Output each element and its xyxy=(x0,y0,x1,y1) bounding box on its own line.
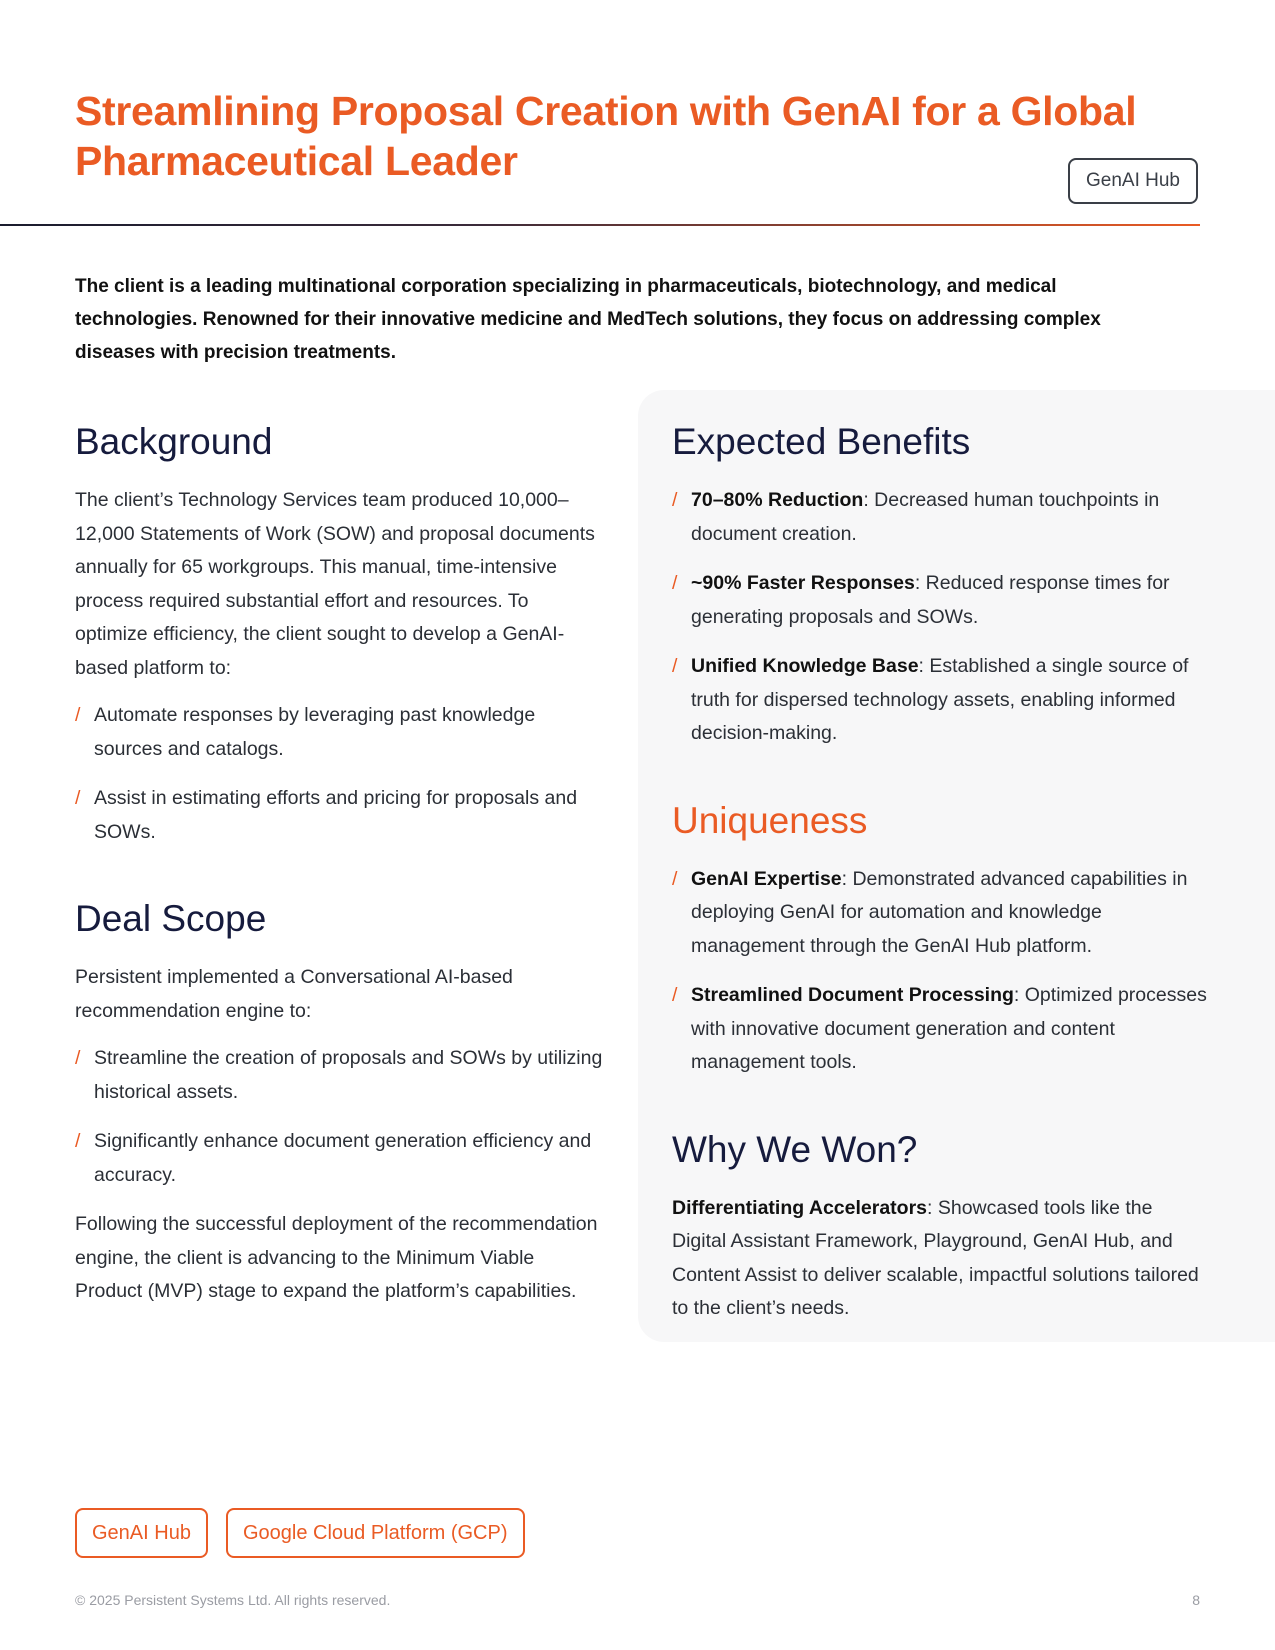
list-item: / Streamline the creation of proposals and SOWs by utilizing historical assets. xyxy=(75,1042,605,1109)
header-divider xyxy=(0,224,1200,226)
left-column xyxy=(75,418,605,1323)
list-item: / Streamlined Document Processing: Optimized processes with innovative document generation and content management tools. xyxy=(672,979,1212,1080)
deal-scope-text: Persistent implemented a Conversational AI-based recommendation engine to: xyxy=(75,966,513,1022)
deal-scope-closing: Following the successful deployment of the recommendation engine, the client is advancing to the Minimum Viable Product (MVP) stage to expand the platform’s capabilities. xyxy=(75,1213,598,1302)
page-number: 8 xyxy=(1192,1592,1200,1608)
list-item: / Unified Knowledge Base: Established a single source of truth for dispersed technology assets, enabling informed decision-making. xyxy=(672,650,1212,751)
background-heading: Background xyxy=(75,421,273,462)
why-we-won-text: Differentiating Accelerators: Showcased tools like the Digital Assistant Framework, Playground, GenAI Hub, and Content Assist to deliver scalable, impactful solutions tailored to the client’s needs. xyxy=(672,1196,1199,1319)
client-intro: The client is a leading multinational corporation specializing in pharmaceuticals, biotechnology, and medical technologies. Renowned for their innovative medicine and MedTech solutions, they focus on addressing complex diseases with precision treatments. xyxy=(75,276,1101,363)
slash-bullet-icon: / xyxy=(75,1047,81,1069)
expected-benefits-list xyxy=(672,484,1212,751)
right-column xyxy=(672,418,1212,1340)
list-item: / Assist in estimating efforts and pricing for proposals and SOWs. xyxy=(75,782,605,849)
copyright: © 2025 Persistent Systems Ltd. All rights reserved. xyxy=(75,1592,391,1608)
slash-bullet-icon: / xyxy=(672,572,678,594)
slash-bullet-icon: / xyxy=(672,984,678,1006)
slash-bullet-icon: / xyxy=(75,1130,81,1152)
list-item: / GenAI Expertise: Demonstrated advanced capabilities in deploying GenAI for automation and knowledge management through the GenAI Hub platform. xyxy=(672,863,1212,964)
uniqueness-heading: Uniqueness xyxy=(672,799,868,841)
uniqueness-list xyxy=(672,863,1212,1080)
deal-scope-heading: Deal Scope xyxy=(75,898,267,939)
genai-hub-tag: GenAI Hub xyxy=(1068,158,1198,204)
background-list xyxy=(75,699,605,849)
bottom-tags xyxy=(75,1508,525,1558)
why-we-won-heading: Why We Won? xyxy=(672,1128,918,1170)
slash-bullet-icon: / xyxy=(672,489,678,511)
slash-bullet-icon: / xyxy=(75,787,81,809)
page-title: Streamlining Proposal Creation with GenAI for a Global Pharmaceutical Leader xyxy=(75,88,1137,184)
slash-bullet-icon: / xyxy=(75,704,81,726)
gcp-tag: Google Cloud Platform (GCP) xyxy=(226,1508,525,1558)
expected-benefits-heading: Expected Benefits xyxy=(672,421,971,462)
background-text: The client’s Technology Services team produced 10,000–12,000 Statements of Work (SOW) and proposal documents annually for 65 workgroups. This manual, time-intensive process required substantial effort and resources. To optimize efficiency, the client sought to develop a GenAI-based platform to: xyxy=(75,489,595,679)
genai-hub-tag: GenAI Hub xyxy=(75,1508,208,1558)
list-item: / Significantly enhance document generation efficiency and accuracy. xyxy=(75,1125,605,1192)
list-item: / ~90% Faster Responses: Reduced response times for generating proposals and SOWs. xyxy=(672,567,1212,634)
slash-bullet-icon: / xyxy=(672,655,678,677)
deal-scope-list xyxy=(75,1042,605,1192)
list-item: / 70–80% Reduction: Decreased human touchpoints in document creation. xyxy=(672,484,1212,551)
list-item: / Automate responses by leveraging past knowledge sources and catalogs. xyxy=(75,699,605,766)
slash-bullet-icon: / xyxy=(672,867,678,890)
